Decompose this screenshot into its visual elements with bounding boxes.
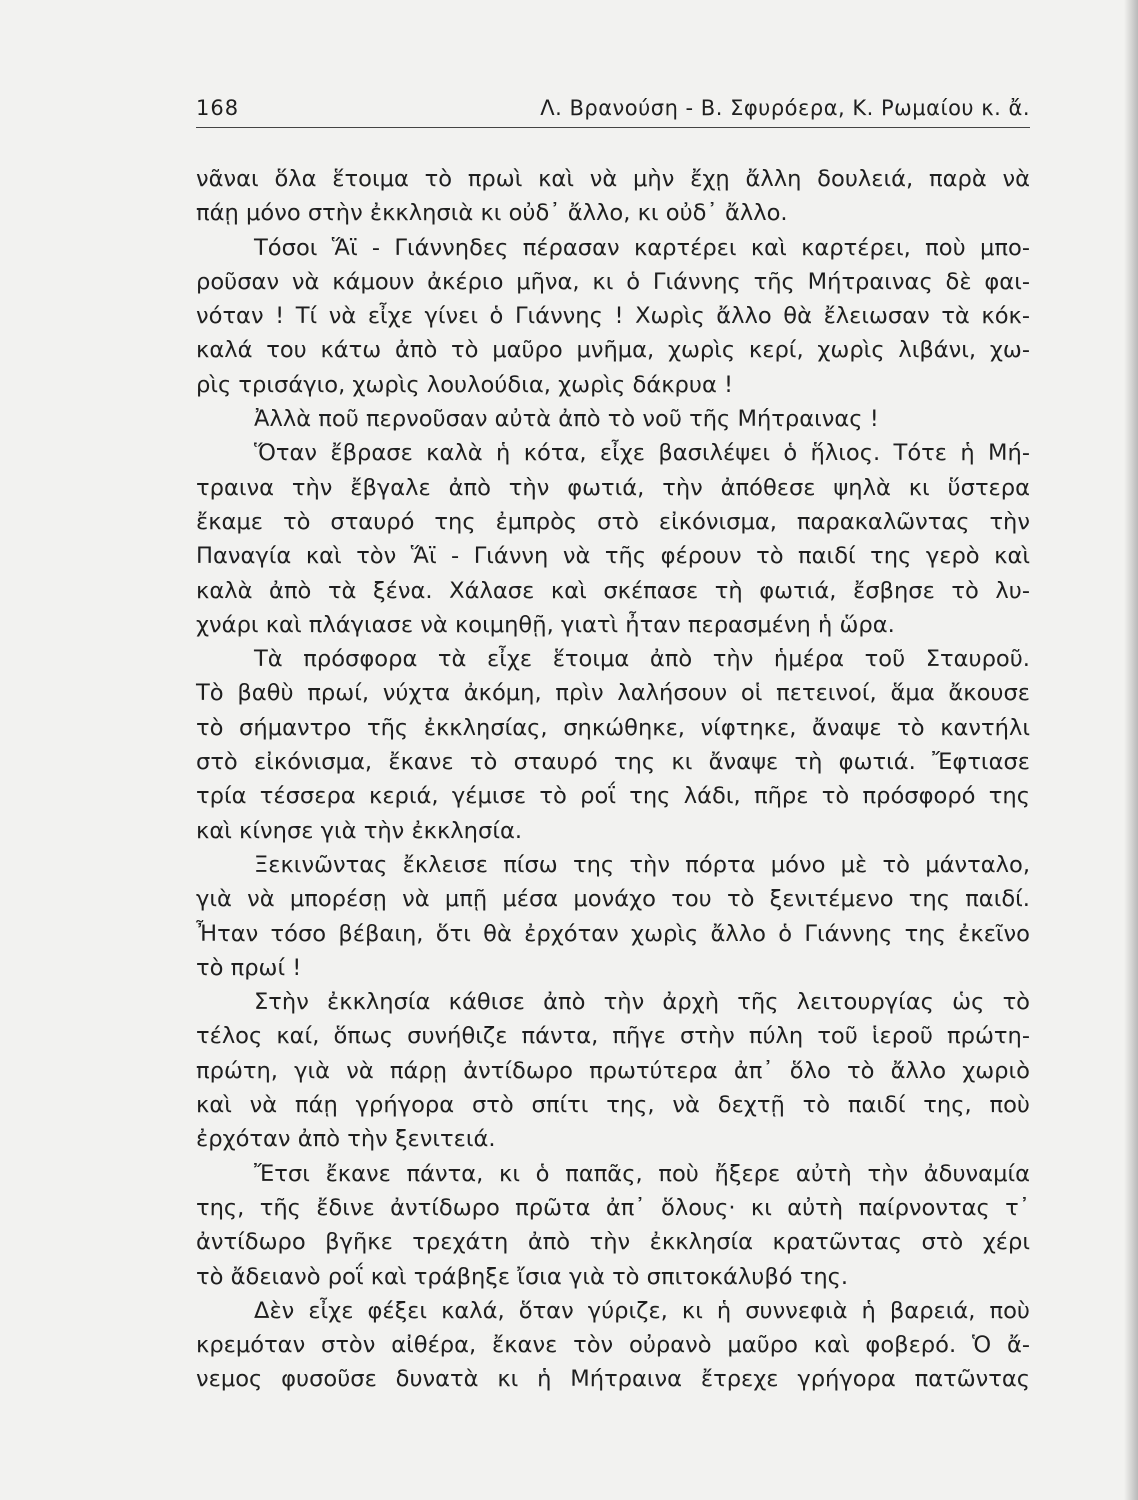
header-rule [196, 127, 1030, 128]
text-line: τὸ ἄδειανὸ ροΐ καὶ τράβηξε ἴσια γιὰ τὸ σπιτοκάλυβό της. [196, 1263, 849, 1290]
text-line: Τὸ βαθὺ πρωί, νύχτα ἀκόμη, πρὶν λαλήσουν οἱ πετεινοί, ἅμα ἄκουσε [196, 680, 1030, 707]
text-line: καλά του κάτω ἀπὸ τὸ μαῦρο μνῆμα, χωρὶς κερί, χωρὶς λιβάνι, χω- [196, 337, 1030, 364]
text-line: ροῦσαν νὰ κάμουν ἀκέριο μῆνα, κι ὁ Γιάννης τῆς Μήτραινας δὲ φαι- [196, 268, 1030, 295]
text-line: Ὅταν ἔβρασε καλὰ ἡ κότα, εἶχε βασιλέψει ὁ ἥλιος. Τότε ἡ Μή- [254, 440, 1030, 467]
text-line: ρὶς τρισάγιο, χωρὶς λουλούδια, χωρὶς δάκρυα ! [196, 371, 734, 398]
text-line: ἔκαμε τὸ σταυρό της ἐμπρὸς στὸ εἰκόνισμα, παρακαλῶντας τὴν [196, 508, 1030, 535]
text-line: Στὴν ἐκκλησία κάθισε ἀπὸ τὴν ἀρχὴ τῆς λειτουργίας ὡς τὸ [254, 989, 1030, 1016]
text-line: Τόσοι Ἅϊ - Γιάννηδες πέρασαν καρτέρει καὶ καρτέρει, ποὺ μπο- [254, 234, 1030, 261]
text-line: Ἦταν τόσο βέβαιη, ὅτι θὰ ἐρχόταν χωρὶς ἄλλο ὁ Γιάννης της ἐκεῖνο [196, 920, 1030, 947]
page-number: 168 [196, 96, 240, 120]
text-line: τὸ πρωί ! [196, 954, 302, 981]
text-line: Παναγία καὶ τὸν Ἅϊ - Γιάννη νὰ τῆς φέρουν τὸ παιδί της γερὸ καὶ [196, 543, 1030, 570]
text-line: τὸ σήμαντρο τῆς ἐκκλησίας, σηκώθηκε, νίφτηκε, ἄναψε τὸ καντήλι [196, 714, 1030, 741]
body-text [196, 162, 1030, 1397]
text-line: ἀντίδωρο βγῆκε τρεχάτη ἀπὸ τὴν ἐκκλησία κρατῶντας στὸ χέρι [196, 1229, 1030, 1256]
text-line: γιὰ νὰ μπορέσῃ νὰ μπῇ μέσα μονάχο του τὸ ξενιτέμενο της παιδί. [196, 886, 1030, 913]
running-head: Λ. Βρανούση - Β. Σφυρόερα, Κ. Ρωμαίου κ. ἄ. [540, 96, 1030, 120]
text-line: στὸ εἰκόνισμα, ἔκανε τὸ σταυρό της κι ἄναψε τὴ φωτιά. Ἔφτιασε [196, 749, 1030, 776]
text-line: καὶ νὰ πάῃ γρήγορα στὸ σπίτι της, νὰ δεχτῇ τὸ παιδί της, ποὺ [196, 1092, 1030, 1119]
text-line: νόταν ! Τί νὰ εἶχε γίνει ὁ Γιάννης ! Χωρὶς ἄλλο θὰ ἔλειωσαν τὰ κόκ- [196, 303, 1030, 330]
text-line: ἐρχόταν ἀπὸ τὴν ξενιτειά. [196, 1126, 496, 1153]
text-line: Τὰ πρόσφορα τὰ εἶχε ἕτοιμα ἀπὸ τὴν ἡμέρα τοῦ Σταυροῦ. [254, 646, 1030, 673]
text-line: Ἔτσι ἔκανε πάντα, κι ὁ παπᾶς, ποὺ ἤξερε αὐτὴ τὴν ἀδυναμία [254, 1160, 1030, 1187]
text-line: χνάρι καὶ πλάγιασε νὰ κοιμηθῇ, γιατὶ ἦταν περασμένη ἡ ὥρα. [196, 611, 895, 638]
text-line: πρώτη, γιὰ νὰ πάρῃ ἀντίδωρο πρωτύτερα ἀπ᾽ ὅλο τὸ ἄλλο χωριὸ [196, 1057, 1030, 1084]
text-line: κρεμόταν στὸν αἰθέρα, ἔκανε τὸν οὐρανὸ μαῦρο καὶ φοβερό. Ὁ ἄ- [196, 1332, 1030, 1359]
text-line: Ἀλλὰ ποῦ περνοῦσαν αὐτὰ ἀπὸ τὸ νοῦ τῆς Μήτραινας ! [254, 406, 879, 433]
text-line: Δὲν εἶχε φέξει καλά, ὅταν γύριζε, κι ἡ συννεφιὰ ἡ βαρειά, ποὺ [254, 1297, 1030, 1324]
text-line: τραινα τὴν ἔβγαλε ἀπὸ τὴν φωτιά, τὴν ἀπόθεσε ψηλὰ κι ὕστερα [196, 474, 1030, 501]
text-line: της, τῆς ἔδινε ἀντίδωρο πρῶτα ἀπ᾽ ὅλους· κι αὐτὴ παίρνοντας τ᾽ [196, 1194, 1030, 1221]
text-line: Ξεκινῶντας ἔκλεισε πίσω της τὴν πόρτα μόνο μὲ τὸ μάνταλο, [254, 851, 1030, 878]
text-line: πάῃ μόνο στὴν ἐκκλησιὰ κι οὐδ᾽ ἄλλο, κι οὐδ᾽ ἄλλο. [196, 200, 788, 227]
text-line: τρία τέσσερα κεριά, γέμισε τὸ ροΐ της λάδι, πῆρε τὸ πρόσφορό της [196, 783, 1030, 810]
text-line: νᾶναι ὅλα ἕτοιμα τὸ πρωὶ καὶ νὰ μὴν ἔχῃ ἄλλη δουλειά, παρὰ νὰ [196, 166, 1030, 192]
page-edge-shadow [1124, 0, 1138, 1500]
text-line: καλὰ ἀπὸ τὰ ξένα. Χάλασε καὶ σκέπασε τὴ φωτιά, ἔσβησε τὸ λυ- [196, 577, 1030, 604]
text-line: νεμος φυσοῦσε δυνατὰ κι ἡ Μήτραινα ἔτρεχε γρήγορα πατῶντας [196, 1366, 1030, 1393]
text-line: καὶ κίνησε γιὰ τὴν ἐκκλησία. [196, 817, 523, 844]
page-header [196, 96, 1034, 130]
text-line: τέλος καί, ὅπως συνήθιζε πάντα, πῆγε στὴν πύλη τοῦ ἱεροῦ πρώτη- [196, 1023, 1030, 1050]
